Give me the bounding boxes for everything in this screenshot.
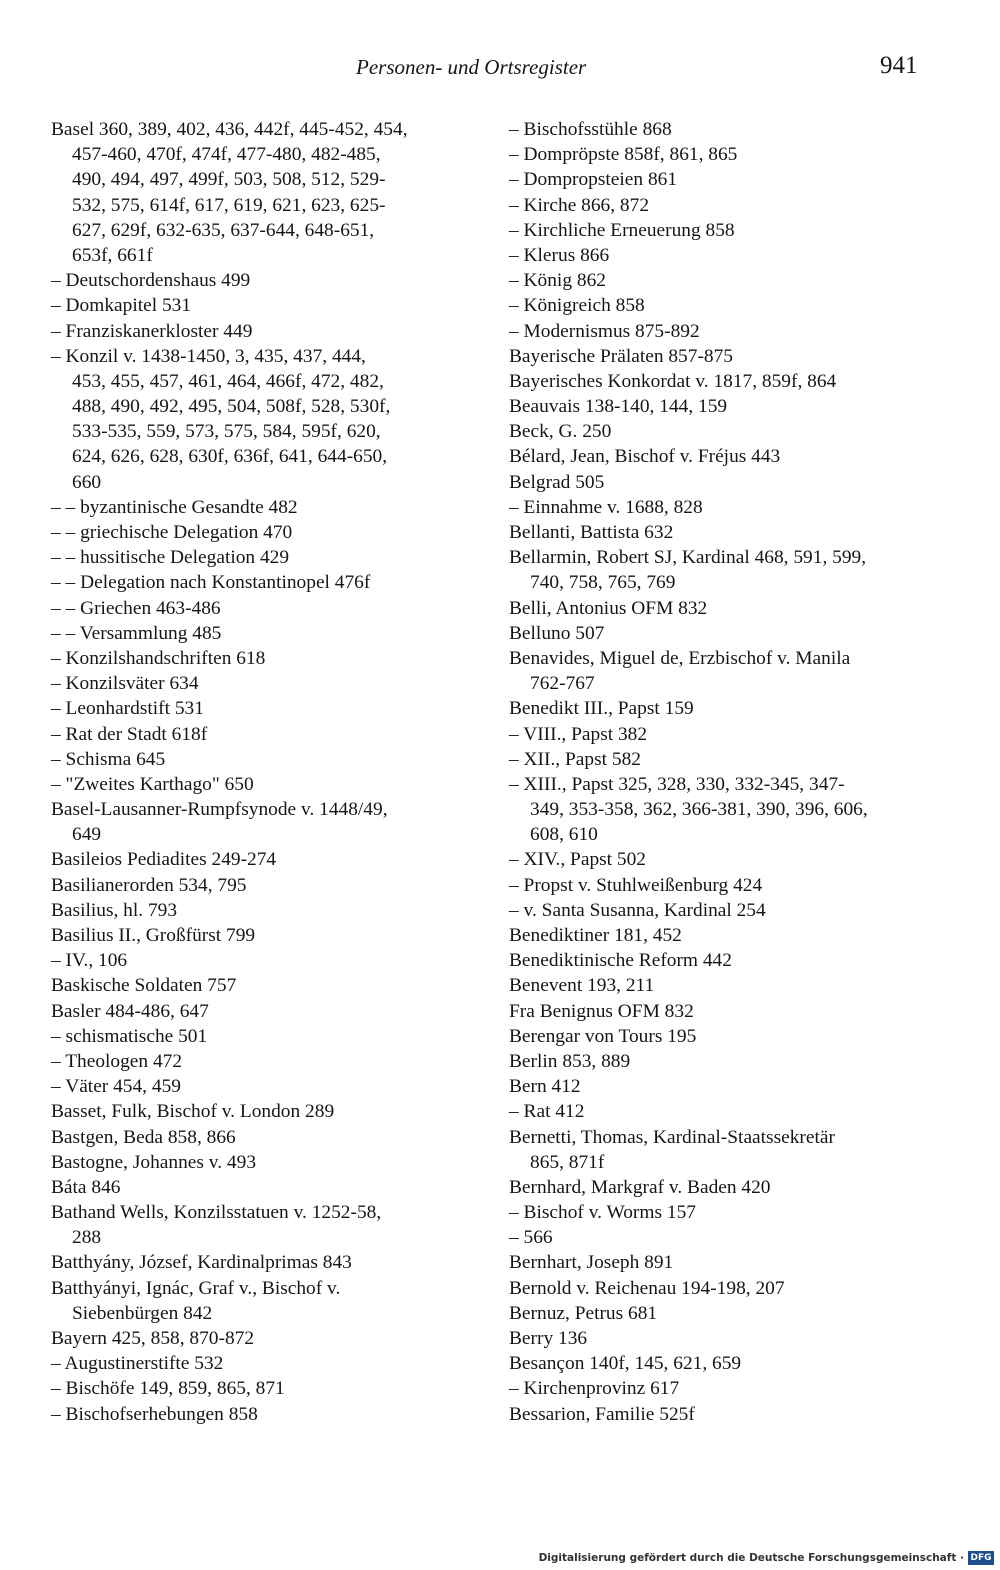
- index-entry-line: Fra Benignus OFM 832: [509, 1000, 694, 1022]
- index-entry-line: – Propst v. Stuhlweißenburg 424: [509, 874, 763, 896]
- index-entry-line: Belli, Antonius OFM 832: [509, 597, 708, 619]
- index-entry-line: Berlin 853, 889: [509, 1050, 631, 1072]
- index-entry-line: 488, 490, 492, 495, 504, 508f, 528, 530f,: [72, 396, 391, 418]
- index-entry-line: Bernetti, Thomas, Kardinal-Staatssekretär: [509, 1126, 835, 1148]
- index-entry-line: Berengar von Tours 195: [509, 1025, 697, 1047]
- index-entry-line: Bastgen, Beda 858, 866: [51, 1126, 236, 1148]
- index-entry-line: – – Griechen 463-486: [51, 597, 221, 619]
- index-entry-line: Bayern 425, 858, 870-872: [51, 1328, 255, 1349]
- index-entry-line: Benevent 193, 211: [509, 975, 655, 997]
- index-entry-line: – Kirchliche Erneuerung 858: [509, 219, 735, 241]
- index-entry-line: – Dompropsteien 861: [509, 169, 678, 191]
- index-entry-line: Benediktinische Reform 442: [509, 950, 732, 972]
- index-entry-line: – Konzilsväter 634: [51, 673, 199, 695]
- index-entry-line: Bellarmin, Robert SJ, Kardinal 468, 591, 599,: [509, 547, 867, 569]
- index-entry-line: 349, 353-358, 362, 366-381, 390, 396, 606,: [530, 799, 868, 821]
- index-entry-line: Besançon 140f, 145, 621, 659: [509, 1353, 742, 1375]
- index-entry-line: Baskische Soldaten 757: [51, 975, 237, 997]
- index-entry-line: – König 862: [509, 270, 606, 292]
- index-entry-line: 762-767: [530, 673, 595, 695]
- index-entry-line: Bellanti, Battista 632: [509, 522, 674, 543]
- index-entry-line: Benavides, Miguel de, Erzbischof v. Manila: [509, 647, 851, 669]
- running-title: Personen- und Ortsregister: [356, 55, 587, 79]
- page-number: 941: [880, 52, 918, 79]
- index-entry-line: Bernuz, Petrus 681: [509, 1302, 658, 1324]
- index-entry-line: – Theologen 472: [51, 1050, 183, 1072]
- index-entry-line: Batthyányi, Ignác, Graf v., Bischof v.: [51, 1277, 341, 1299]
- index-entry-line: – Königreich 858: [509, 295, 645, 317]
- index-entry-line: 865, 871f: [530, 1151, 605, 1173]
- index-entry-line: – Dompröpste 858f, 861, 865: [509, 144, 738, 166]
- index-entry-line: Bayerische Prälaten 857-875: [509, 345, 733, 367]
- index-entry-line: – VIII., Papst 382: [509, 723, 648, 745]
- index-entry-line: Basel 360, 389, 402, 436, 442f, 445-452, 454,: [51, 119, 408, 140]
- footer-credit-text: Digitalisierung gefördert durch die Deutsche Forschungsgemeinschaft ·: [538, 1552, 964, 1564]
- index-entry-line: – Klerus 866: [509, 244, 610, 266]
- index-entry-line: Basset, Fulk, Bischof v. London 289: [51, 1101, 335, 1123]
- index-entry-line: – Bischöfe 149, 859, 865, 871: [51, 1378, 285, 1400]
- index-entry-line: 660: [72, 471, 102, 493]
- index-entry-line: – – griechische Delegation 470: [51, 522, 293, 543]
- index-entry-line: Bernold v. Reichenau 194-198, 207: [509, 1277, 785, 1299]
- index-entry-line: Basileios Pediadites 249-274: [51, 849, 277, 871]
- index-entry-line: – Modernismus 875-892: [509, 320, 700, 342]
- index-entry-line: Bessarion, Familie 525f: [509, 1403, 695, 1425]
- index-entry-line: Bayerisches Konkordat v. 1817, 859f, 864: [509, 370, 837, 392]
- index-entry-line: – Bischof v. Worms 157: [509, 1202, 696, 1224]
- index-entry-line: 608, 610: [530, 824, 598, 846]
- index-entry-line: Bathand Wells, Konzilsstatuen v. 1252-58,: [51, 1202, 382, 1224]
- index-entry-line: Basilianerorden 534, 795: [51, 874, 247, 896]
- index-entry-line: Belluno 507: [509, 622, 605, 644]
- index-entry-line: Basler 484-486, 647: [51, 1000, 209, 1022]
- index-entry-line: – Einnahme v. 1688, 828: [509, 496, 703, 518]
- index-entry-line: – XIV., Papst 502: [509, 849, 647, 871]
- index-entry-line: – Väter 454, 459: [51, 1076, 181, 1098]
- index-entry-line: 624, 626, 628, 630f, 636f, 641, 644-650,: [72, 446, 388, 468]
- index-entry-line: 653f, 661f: [72, 244, 153, 266]
- index-entry-line: – Augustinerstifte 532: [51, 1353, 224, 1375]
- index-entry-line: 532, 575, 614f, 617, 619, 621, 623, 625-: [72, 194, 386, 216]
- index-entry-line: Belgrad 505: [509, 471, 605, 493]
- index-entry-line: Berry 136: [509, 1328, 588, 1349]
- index-entry-line: Siebenbürgen 842: [72, 1302, 213, 1324]
- index-entry-line: Batthyány, József, Kardinalprimas 843: [51, 1252, 352, 1274]
- index-entry-line: – Kirchenprovinz 617: [509, 1378, 680, 1400]
- index-entry-line: Bastogne, Johannes v. 493: [51, 1151, 257, 1173]
- index-entry-line: 649: [72, 824, 102, 846]
- index-entry-line: 627, 629f, 632-635, 637-644, 648-651,: [72, 219, 375, 241]
- index-entry-line: Beauvais 138-140, 144, 159: [509, 396, 728, 418]
- index-entry-line: Basel-Lausanner-Rumpfsynode v. 1448/49,: [51, 799, 388, 821]
- index-entry-line: – IV., 106: [51, 950, 128, 972]
- index-entry-line: – – Delegation nach Konstantinopel 476f: [51, 572, 371, 594]
- index-entry-line: Basilius, hl. 793: [51, 899, 178, 921]
- index-entry-line: 288: [72, 1227, 102, 1249]
- index-entry-line: Basilius II., Großfürst 799: [51, 925, 256, 946]
- index-entry-line: Bernhard, Markgraf v. Baden 420: [509, 1176, 771, 1198]
- index-entry-line: – Bischofsstühle 868: [509, 119, 672, 140]
- index-entry-line: Báta 846: [51, 1176, 121, 1198]
- index-column-left: [51, 117, 491, 1427]
- index-entry-line: – Rat der Stadt 618f: [51, 723, 208, 745]
- index-entry-line: – Leonhardstift 531: [51, 698, 204, 720]
- index-entry-line: 490, 494, 497, 499f, 503, 508, 512, 529-: [72, 169, 386, 191]
- index-entry-line: – Domkapitel 531: [51, 295, 192, 317]
- index-entry-line: Benediktiner 181, 452: [509, 925, 682, 946]
- index-entry-line: – Konzilshandschriften 618: [51, 647, 266, 669]
- index-entry-line: Bern 412: [509, 1076, 581, 1098]
- index-entry-line: Bernhart, Joseph 891: [509, 1252, 674, 1274]
- digitization-footer: [539, 1548, 994, 1568]
- index-entry-line: – – hussitische Delegation 429: [51, 547, 290, 569]
- index-entry-line: 453, 455, 457, 461, 464, 466f, 472, 482,: [72, 370, 384, 392]
- dfg-logo-icon: DFG: [968, 1551, 994, 1565]
- index-entry-line: – "Zweites Karthago" 650: [51, 773, 254, 795]
- index-entry-line: – Bischofserhebungen 858: [51, 1403, 258, 1425]
- index-entry-line: – – Versammlung 485: [51, 622, 222, 644]
- index-entry-line: Bélard, Jean, Bischof v. Fréjus 443: [509, 446, 781, 468]
- index-entry-line: – Deutschordenshaus 499: [51, 270, 251, 292]
- index-entry-line: 740, 758, 765, 769: [530, 572, 676, 594]
- index-entry-line: Beck, G. 250: [509, 421, 612, 443]
- index-entry-line: Benedikt III., Papst 159: [509, 698, 694, 720]
- index-entry-line: – Rat 412: [509, 1101, 585, 1123]
- index-entry-line: 533-535, 559, 573, 575, 584, 595f, 620,: [72, 421, 381, 443]
- index-entry-line: – Franziskanerkloster 449: [51, 320, 253, 342]
- index-entry-line: – Schisma 645: [51, 748, 166, 770]
- index-entry-line: – XIII., Papst 325, 328, 330, 332-345, 347-: [509, 773, 845, 795]
- index-entry-line: – Konzil v. 1438-1450, 3, 435, 437, 444,: [51, 345, 366, 367]
- index-entry-line: – XII., Papst 582: [509, 748, 641, 770]
- index-entry-line: – schismatische 501: [51, 1025, 208, 1047]
- index-entry-line: – 566: [509, 1227, 553, 1249]
- index-entry-line: – v. Santa Susanna, Kardinal 254: [509, 899, 766, 921]
- index-column-right: [509, 117, 949, 1427]
- index-entry-line: 457-460, 470f, 474f, 477-480, 482-485,: [72, 144, 381, 166]
- index-entry-line: – Kirche 866, 872: [509, 194, 650, 216]
- index-entry-line: – – byzantinische Gesandte 482: [51, 496, 298, 518]
